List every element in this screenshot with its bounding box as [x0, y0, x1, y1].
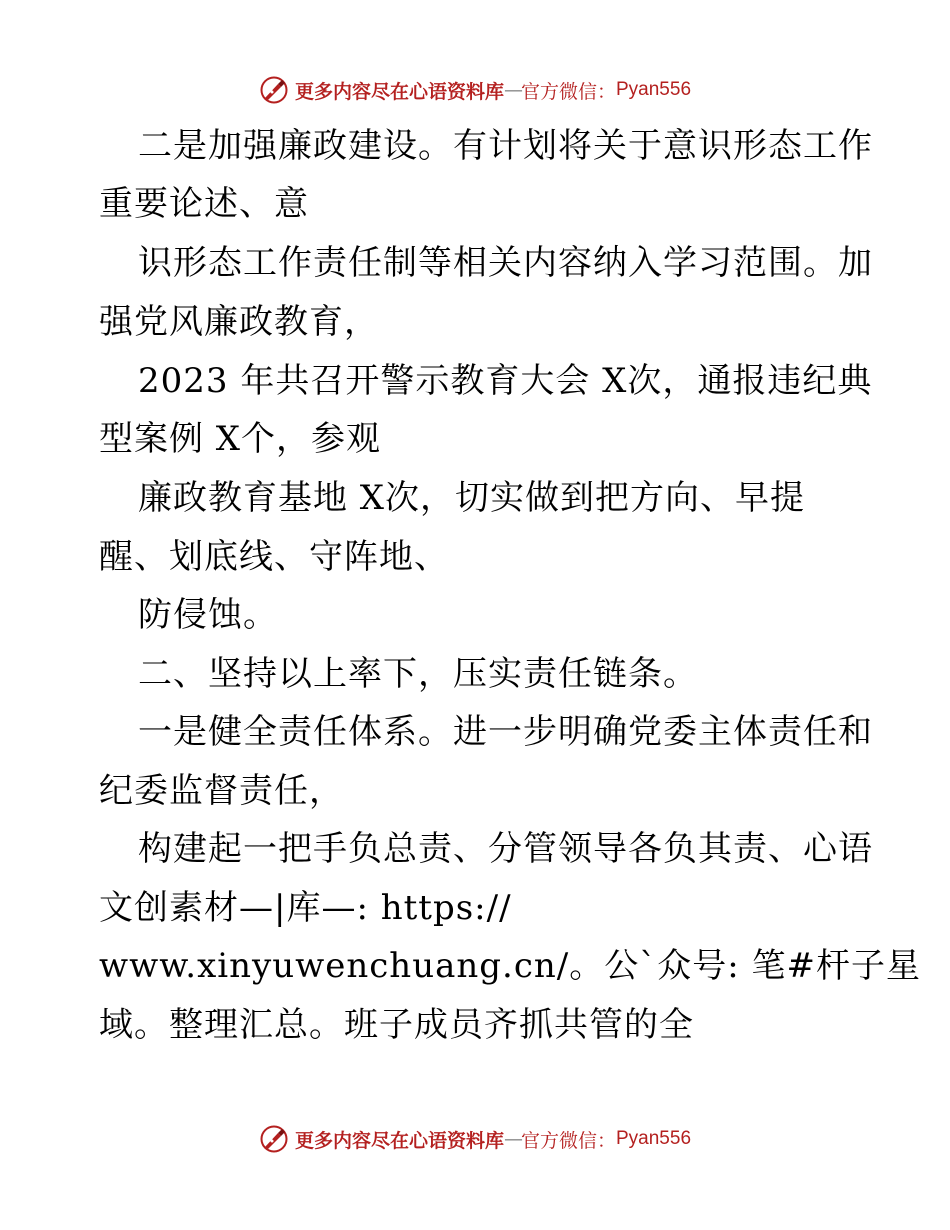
body-line: 一是健全责任体系。进一步明确党委主体责任和: [138, 712, 873, 752]
body-line: 二是加强廉政建设。有计划将关于意识形态工作: [138, 126, 873, 166]
body-line: 防侵蚀。: [138, 595, 278, 635]
body-line: 醒、划底线、守阵地、: [99, 537, 449, 577]
body-line: 重要论述、意: [99, 184, 309, 224]
watermark-separator: —: [503, 79, 521, 101]
watermark-wechat-id: Pyan556: [616, 1128, 692, 1149]
body-line: 2023 年共召开警示教育大会 X次，通报违纪典: [138, 361, 873, 401]
section-heading: 二、坚持以上率下，压实责任链条。: [138, 654, 698, 694]
body-line: 域。整理汇总。班子成员齐抓共管的全: [99, 1005, 694, 1045]
watermark-main-text: 更多内容尽在心语资料库: [294, 1129, 504, 1152]
pen-logo-icon: [259, 1124, 289, 1154]
body-line: 强党风廉政教育，: [99, 302, 379, 342]
body-line: 纪委监督责任，: [99, 771, 344, 811]
watermark-separator: —: [503, 1128, 521, 1150]
watermark-main-text: 更多内容尽在心语资料库: [294, 80, 504, 103]
watermark-sub-text: 官方微信：: [520, 80, 616, 103]
footer-watermark: [0, 1122, 950, 1156]
body-line: 文创素材—|库—: https://: [99, 888, 512, 928]
header-watermark: [0, 73, 950, 107]
pen-logo-icon: [259, 75, 289, 105]
body-line: 型案例 X个，参观: [99, 419, 382, 459]
body-line: 廉政教育基地 X次，切实做到把方向、早提: [138, 478, 806, 518]
watermark-sub-text: 官方微信：: [520, 1129, 616, 1152]
body-line: www.xinyuwenchuang.cn/。公`众号: 笔#杆子星: [99, 946, 921, 986]
body-line: 构建起一把手负总责、分管领导各负其责、心语: [138, 829, 873, 869]
body-line: 识形态工作责任制等相关内容纳入学习范围。加: [138, 243, 873, 283]
watermark-wechat-id: Pyan556: [616, 79, 692, 100]
